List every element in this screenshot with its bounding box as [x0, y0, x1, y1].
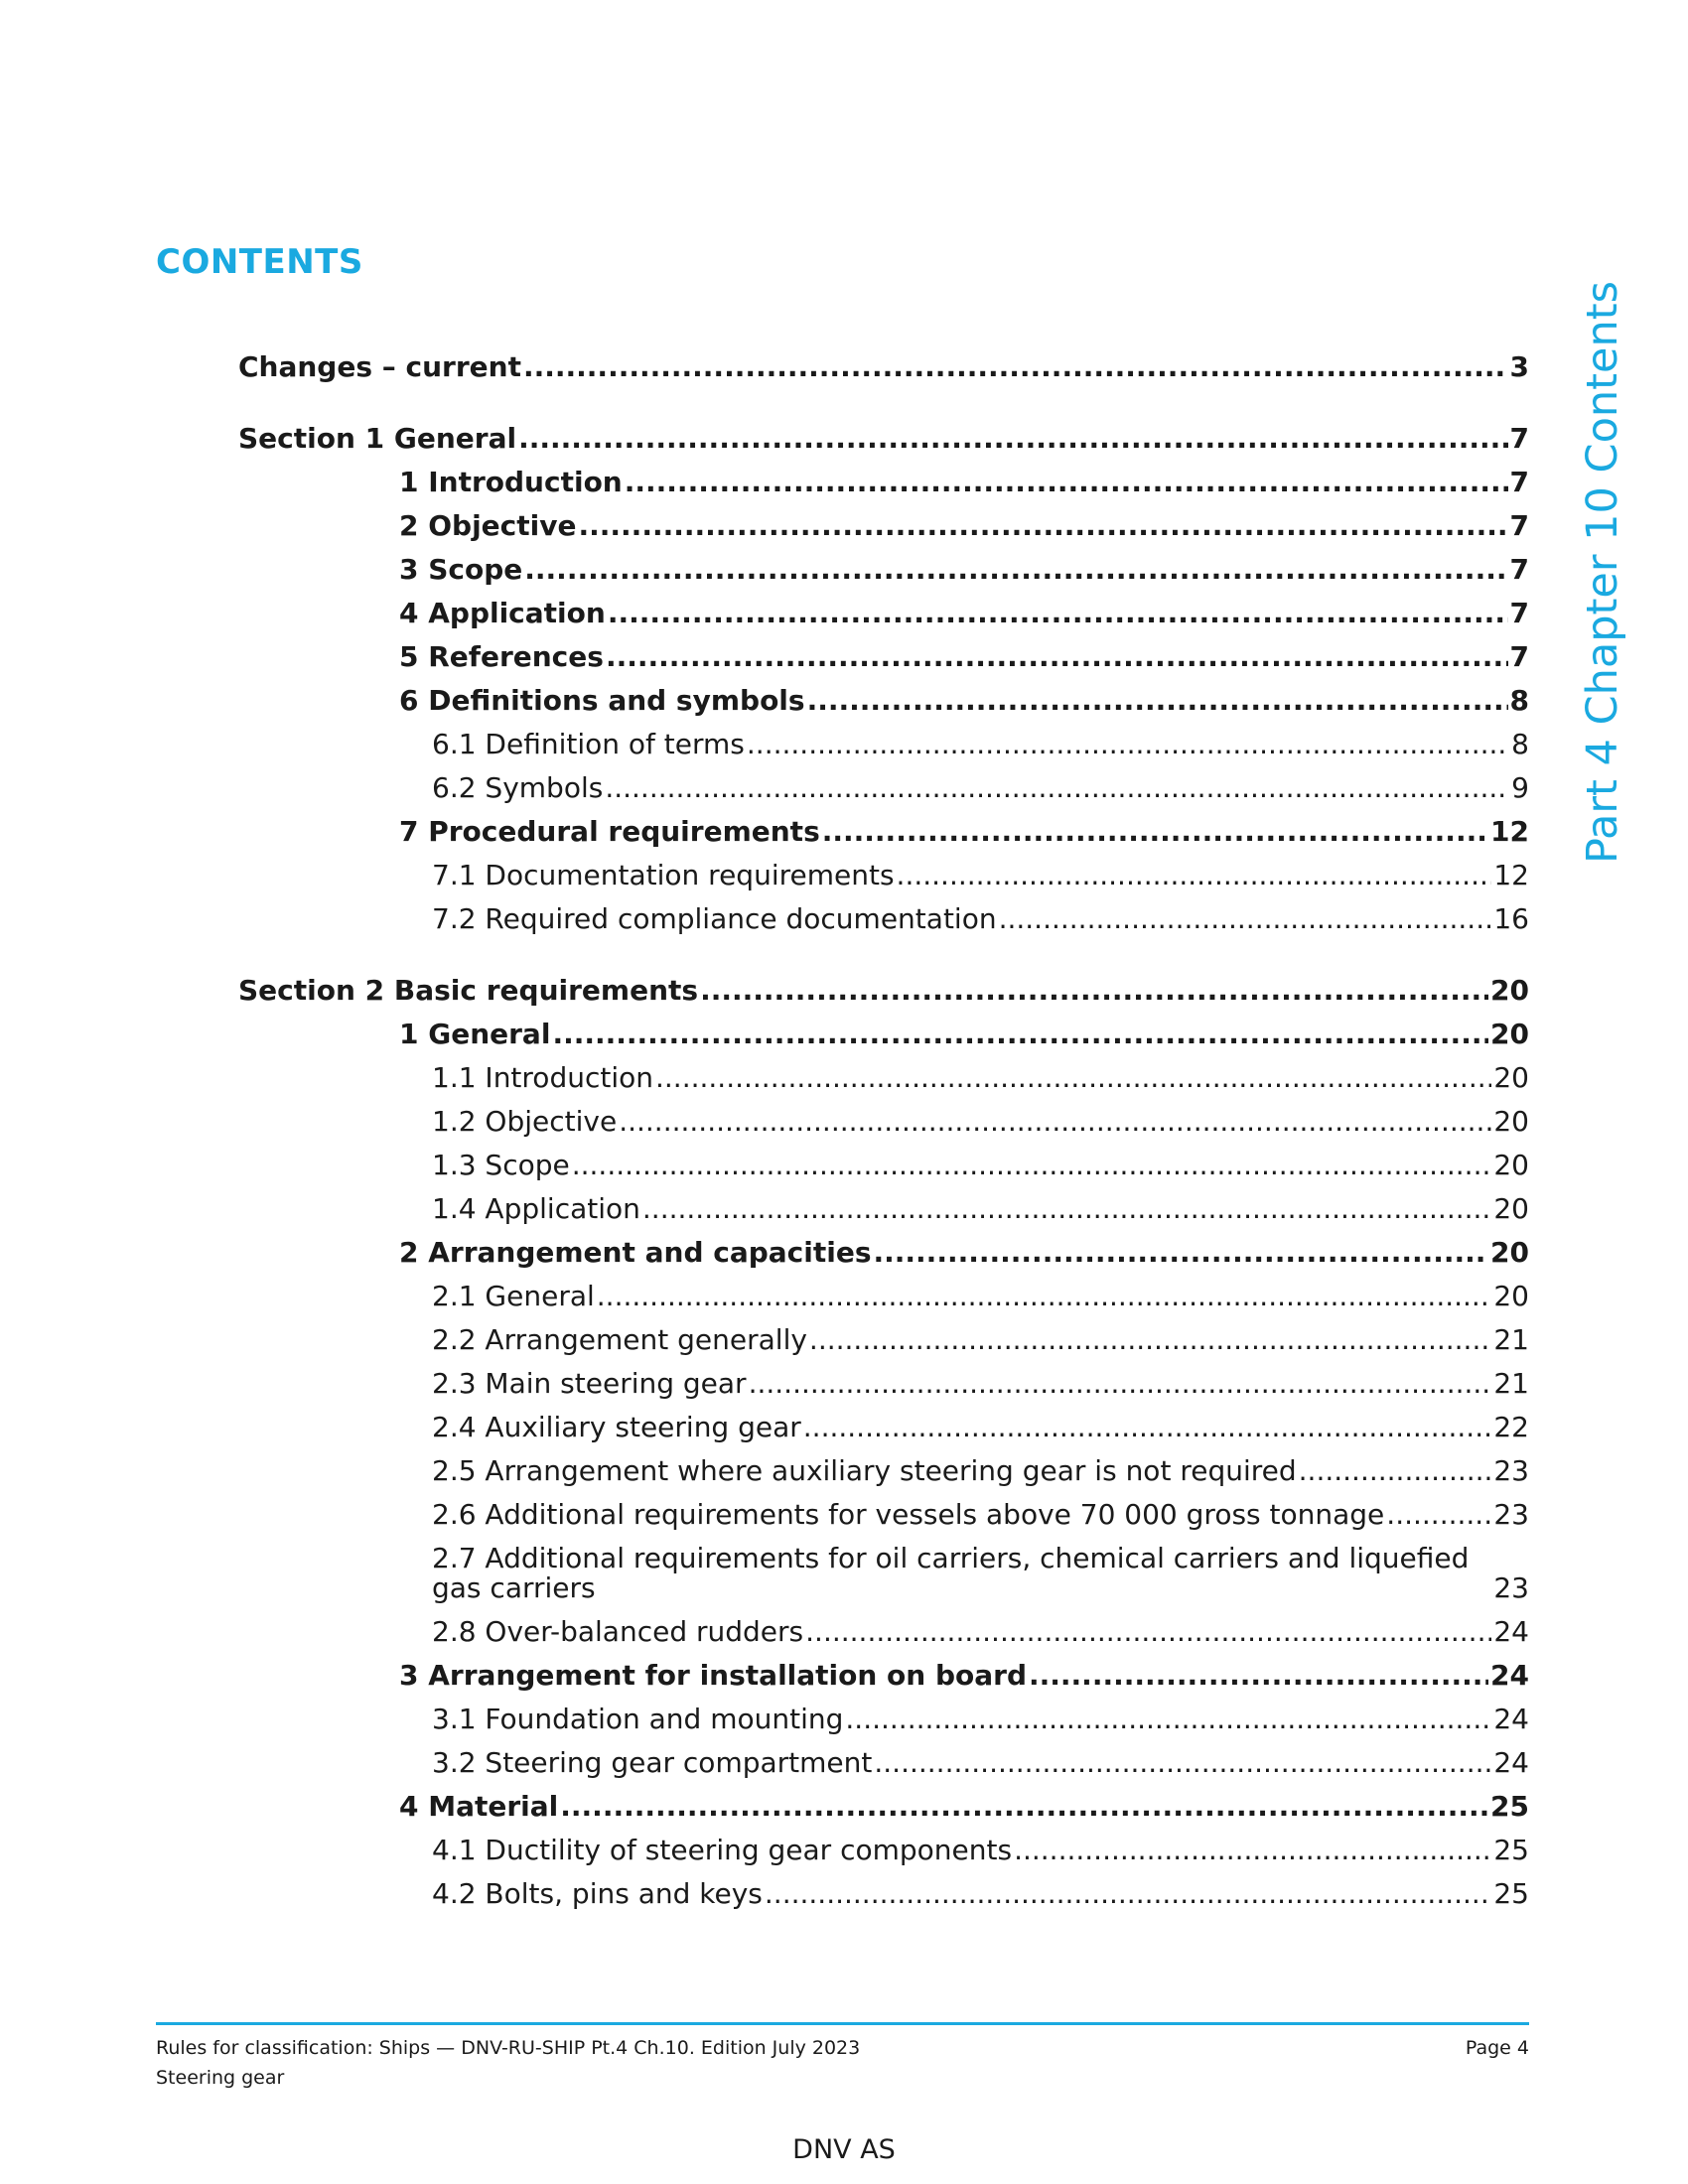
toc-entry-page: 20 [1493, 1105, 1529, 1138]
toc-entry-title: 7.1 Documentation requirements [432, 859, 895, 891]
toc-entry-page: 7 [1509, 466, 1529, 498]
toc-entry-title: 2.6 Additional requirements for vessels above 70 000 gross tonnage [432, 1498, 1385, 1531]
toc-entry-page: 24 [1493, 1615, 1529, 1648]
toc-entry-page: 3 [1509, 350, 1529, 383]
toc-entry-7-1-documentation-requirements[interactable] [432, 859, 1529, 892]
toc-entry-2-arrangement-and-capacities[interactable] [399, 1236, 1529, 1270]
toc-entry-title: 5 References [399, 640, 604, 673]
toc-entry-page: 7 [1509, 597, 1529, 629]
toc-entry-page: 24 [1490, 1659, 1529, 1692]
toc-entry-page: 20 [1490, 974, 1529, 1007]
toc-entry-page: 8 [1511, 728, 1529, 760]
leader-dots [874, 1746, 1491, 1780]
leader-dots [807, 684, 1508, 718]
toc-entry-1-2-objective[interactable] [432, 1105, 1529, 1139]
toc-entry-section-2[interactable] [238, 974, 1529, 1008]
toc-entry-title: 3.1 Foundation and mounting [432, 1703, 844, 1735]
leader-dots [1029, 1659, 1488, 1693]
leader-dots [999, 902, 1492, 936]
toc-entry-6-1-definition-of-terms[interactable] [432, 728, 1529, 761]
toc-entry-6-2-symbols[interactable] [432, 771, 1529, 805]
footer-divider [156, 2022, 1529, 2025]
leader-dots [605, 771, 1509, 805]
leader-dots [560, 1790, 1488, 1824]
toc-entry-2-2-arrangement-generally[interactable] [432, 1323, 1529, 1357]
toc-entry-title: Changes – current [238, 350, 521, 383]
toc-entry-title: 3.2 Steering gear compartment [432, 1746, 873, 1779]
leader-dots [805, 1615, 1491, 1649]
toc-entry-title: 1.2 Objective [432, 1105, 618, 1138]
toc-entry-3-2-steering-gear-compartment[interactable] [432, 1746, 1529, 1780]
toc-entry-6-definitions-and-symbols[interactable] [399, 684, 1529, 718]
leader-dots [1014, 1834, 1491, 1867]
footer-document-line [156, 2037, 1529, 2059]
toc-entry-7-procedural-requirements[interactable] [399, 815, 1529, 849]
toc-entry-page: 25 [1490, 1790, 1529, 1823]
toc-entry-3-1-foundation-and-mounting[interactable] [432, 1703, 1529, 1736]
leader-dots [608, 597, 1508, 630]
toc-entry-page: 7 [1509, 553, 1529, 586]
toc-entry-page: 24 [1493, 1746, 1529, 1779]
footer-subtitle: Steering gear [156, 2067, 285, 2089]
company-name: DNV AS [792, 2134, 896, 2165]
toc-entry-title: 1.3 Scope [432, 1149, 570, 1181]
toc-entry-title: 2 Arrangement and capacities [399, 1236, 872, 1269]
toc-entry-1-introduction[interactable] [399, 466, 1529, 499]
leader-dots [765, 1877, 1491, 1911]
toc-entry-3-arrangement-for-installation[interactable] [399, 1659, 1529, 1693]
leader-dots [597, 1280, 1492, 1313]
leader-dots [845, 1703, 1491, 1736]
toc-entry-2-5-arrangement-aux-not-required[interactable] [432, 1454, 1529, 1488]
toc-entry-title: 4 Application [399, 597, 606, 629]
toc-entry-title: 2.8 Over-balanced rudders [432, 1615, 804, 1648]
toc-entry-title: 6 Definitions and symbols [399, 684, 805, 717]
toc-entry-2-objective[interactable] [399, 509, 1529, 543]
toc-entry-title: 2.1 General [432, 1280, 595, 1312]
toc-entry-2-3-main-steering-gear[interactable] [432, 1367, 1529, 1401]
leader-dots [579, 509, 1508, 543]
toc-entry-4-material[interactable] [399, 1790, 1529, 1824]
toc-entry-title: 6.2 Symbols [432, 771, 604, 804]
toc-entry-2-8-over-balanced-rudders[interactable] [432, 1615, 1529, 1649]
toc-entry-page: 20 [1490, 1236, 1529, 1269]
toc-entry-2-6-additional-requirements-70000[interactable] [432, 1498, 1529, 1532]
vertical-chapter-label: Part 4 Chapter 10 Contents [1578, 281, 1627, 864]
toc-entry-title: Section 2 Basic requirements [238, 974, 699, 1007]
toc-entry-title: 1.4 Application [432, 1192, 640, 1225]
footer-page-number: Page 4 [1465, 2037, 1529, 2059]
toc-entry-page: 20 [1493, 1280, 1529, 1312]
toc-entry-title: Section 1 General [238, 422, 517, 455]
toc-entry-s2-1-general[interactable] [399, 1018, 1529, 1051]
toc-entry-section-1[interactable] [238, 422, 1529, 456]
footer-subtitle-line [156, 2067, 1529, 2089]
leader-dots [655, 1061, 1491, 1095]
toc-entry-7-2-required-compliance-documentation[interactable] [432, 902, 1529, 936]
toc-entry-page: 7 [1509, 422, 1529, 455]
toc-entry-title: 2 Objective [399, 509, 577, 542]
toc-entry-2-7-additional-requirements-carriers[interactable] [432, 1544, 1529, 1603]
toc-entry-4-2-bolts-pins-keys[interactable] [432, 1877, 1529, 1911]
toc-entry-page: 23 [1493, 1454, 1529, 1487]
leader-dots [619, 1105, 1491, 1139]
leader-dots [572, 1149, 1492, 1182]
leader-dots [523, 350, 1508, 384]
toc-entry-4-1-ductility[interactable] [432, 1834, 1529, 1867]
leader-dots [822, 815, 1488, 849]
toc-entry-page: 21 [1493, 1323, 1529, 1356]
toc-entry-page: 16 [1493, 902, 1529, 935]
toc-entry-page: 25 [1493, 1877, 1529, 1910]
toc-entry-1-3-scope[interactable] [432, 1149, 1529, 1182]
toc-entry-2-4-auxiliary-steering-gear[interactable] [432, 1411, 1529, 1444]
toc-entry-page: 12 [1490, 815, 1529, 848]
leader-dots [809, 1323, 1491, 1357]
leader-dots [1299, 1454, 1492, 1488]
leader-dots [749, 1367, 1492, 1401]
toc-entry-page: 20 [1493, 1061, 1529, 1094]
toc-entry-page: 20 [1490, 1018, 1529, 1050]
toc-entry-2-1-general[interactable] [432, 1280, 1529, 1313]
toc-entry-1-4-application[interactable] [432, 1192, 1529, 1226]
toc-entry-title: 6.1 Definition of terms [432, 728, 745, 760]
toc-entry-page: 9 [1511, 771, 1529, 804]
leader-dots [874, 1236, 1489, 1270]
leader-dots [803, 1411, 1492, 1444]
toc-entry-page: 24 [1493, 1703, 1529, 1735]
toc-entry-title: 4 Material [399, 1790, 559, 1823]
toc-entry-title: 7 Procedural requirements [399, 815, 820, 848]
toc-entry-page: 21 [1493, 1367, 1529, 1400]
leader-dots [606, 640, 1508, 674]
toc-entry-page: 22 [1493, 1411, 1529, 1443]
contents-heading: CONTENTS [156, 242, 363, 282]
toc-entry-title: 2.5 Arrangement where auxiliary steering gear is not required [432, 1454, 1297, 1487]
leader-dots [642, 1192, 1491, 1226]
toc-entry-4-application[interactable] [399, 597, 1529, 630]
toc-entry-page: 7 [1509, 640, 1529, 673]
toc-entry-title: 4.2 Bolts, pins and keys [432, 1877, 763, 1910]
toc-entry-page: 23 [1493, 1498, 1529, 1531]
toc-entry-page: 20 [1493, 1192, 1529, 1225]
toc-entry-title-continued: gas carriers [432, 1573, 596, 1603]
toc-entry-title: 4.1 Ductility of steering gear components [432, 1834, 1013, 1866]
toc-entry-title: 2.4 Auxiliary steering gear [432, 1411, 801, 1443]
toc-entry-page: 25 [1493, 1834, 1529, 1866]
toc-entry-changes-current[interactable] [238, 350, 1529, 384]
toc-entry-title: 3 Scope [399, 553, 523, 586]
toc-entry-title: 2.2 Arrangement generally [432, 1323, 807, 1356]
toc-entry-title: 1.1 Introduction [432, 1061, 653, 1094]
leader-dots [897, 859, 1492, 892]
toc-entry-5-references[interactable] [399, 640, 1529, 674]
toc-entry-title: 3 Arrangement for installation on board [399, 1659, 1027, 1692]
leader-dots [552, 1018, 1488, 1051]
toc-entry-page: 8 [1509, 684, 1529, 717]
toc-entry-page: 12 [1493, 859, 1529, 891]
toc-entry-page: 20 [1493, 1149, 1529, 1181]
leader-dots [700, 974, 1488, 1008]
leader-dots [524, 553, 1507, 587]
toc-entry-page: 23 [1493, 1573, 1529, 1603]
toc-entry-title: 1 General [399, 1018, 551, 1050]
leader-dots [518, 422, 1507, 456]
toc-entry-title: 7.2 Required compliance documentation [432, 902, 997, 935]
toc-entry-title: 1 Introduction [399, 466, 623, 498]
toc-entry-page: 7 [1509, 509, 1529, 542]
footer-document-title: Rules for classification: Ships — DNV-RU-SHIP Pt.4 Ch.10. Edition July 2023 [156, 2037, 861, 2059]
leader-dots [625, 466, 1508, 499]
leader-dots [1386, 1498, 1491, 1532]
toc-entry-3-scope[interactable] [399, 553, 1529, 587]
toc-entry-1-1-introduction[interactable] [432, 1061, 1529, 1095]
toc-entry-title: 2.3 Main steering gear [432, 1367, 747, 1400]
toc-entry-title: 2.7 Additional requirements for oil carriers, chemical carriers and liquefied [432, 1542, 1470, 1574]
leader-dots [747, 728, 1509, 761]
